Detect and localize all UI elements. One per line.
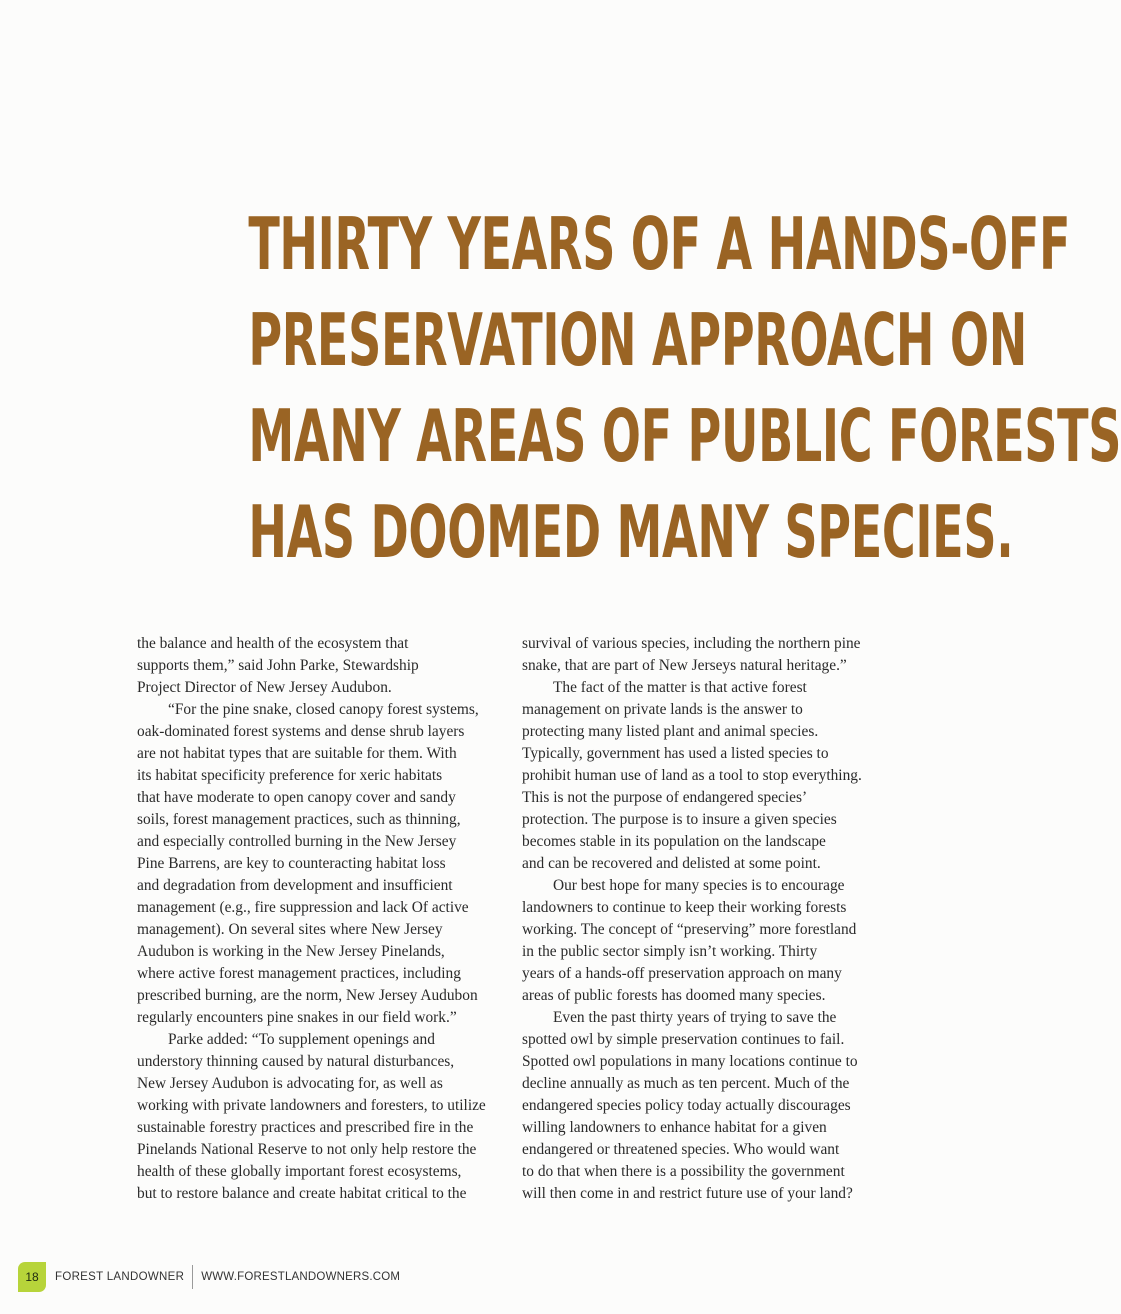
footer-divider: [192, 1265, 193, 1289]
pull-quote: [248, 196, 1121, 580]
text-line: endangered species policy today actually discourages: [522, 1097, 851, 1114]
text-line: Even the past thirty years of trying to save the: [553, 1009, 837, 1026]
text-line: oak-dominated forest systems and dense shrub layers: [137, 723, 465, 740]
text-line: management (e.g., fire suppression and lack Of active: [137, 899, 469, 916]
text-line: are not habitat types that are suitable for them. With: [137, 745, 457, 762]
text-line: will then come in and restrict future use of your land?: [522, 1185, 853, 1202]
pull-quote-line: THIRTY YEARS OF A HANDS-OFF: [248, 202, 1071, 286]
text-line: willing landowners to enhance habitat for a given: [522, 1119, 827, 1136]
pull-quote-line: PRESERVATION APPROACH ON: [248, 298, 1027, 382]
publication-name: FOREST LANDOWNER: [55, 1271, 185, 1283]
text-line: survival of various species, including the northern pine: [522, 635, 861, 652]
text-line: “For the pine snake, closed canopy forest systems,: [168, 701, 479, 718]
page-number-badge: [18, 1262, 46, 1292]
text-line: but to restore balance and create habitat critical to the: [137, 1185, 467, 1202]
text-line: understory thinning caused by natural disturbances,: [137, 1053, 455, 1070]
text-line: Our best hope for many species is to encourage: [553, 877, 845, 894]
text-line: and degradation from development and insufficient: [137, 877, 453, 894]
text-line: prescribed burning, are the norm, New Jersey Audubon: [137, 987, 478, 1004]
text-line: The fact of the matter is that active forest: [553, 679, 807, 696]
pull-quote-line: MANY AREAS OF PUBLIC FORESTS: [248, 394, 1121, 478]
text-line: that have moderate to open canopy cover and sandy: [137, 789, 456, 806]
text-line: protecting many listed plant and animal species.: [522, 723, 819, 740]
text-line: soils, forest management practices, such as thinning,: [137, 811, 461, 828]
text-line: Parke added: “To supplement openings and: [168, 1031, 435, 1048]
text-line: where active forest management practices, including: [137, 965, 461, 982]
text-line: becomes stable in its population on the landscape: [522, 833, 826, 850]
pull-quote-line: HAS DOOMED MANY SPECIES.: [248, 490, 1014, 574]
text-line: management on private lands is the answer to: [522, 701, 803, 718]
body-column-left: [137, 633, 507, 1205]
text-line: snake, that are part of New Jerseys natural heritage.”: [522, 657, 847, 674]
publication-url: WWW.FORESTLANDOWNERS.COM: [201, 1271, 401, 1283]
text-line: Pine Barrens, are key to counteracting habitat loss: [137, 855, 446, 872]
text-line: management). On several sites where New Jersey: [137, 921, 443, 938]
text-line: and can be recovered and delisted at some point.: [522, 855, 821, 872]
text-line: landowners to continue to keep their working forests: [522, 899, 847, 916]
text-line: its habitat specificity preference for xeric habitats: [137, 767, 443, 784]
text-line: to do that when there is a possibility the government: [522, 1163, 845, 1180]
text-line: Pinelands National Reserve to not only help restore the: [137, 1141, 477, 1158]
text-line: This is not the purpose of endangered species’: [522, 789, 808, 806]
text-line: regularly encounters pine snakes in our field work.”: [137, 1009, 457, 1026]
text-line: spotted owl by simple preservation continues to fail.: [522, 1031, 845, 1048]
text-line: working with private landowners and foresters, to utilize: [137, 1097, 486, 1114]
text-line: areas of public forests has doomed many species.: [522, 987, 826, 1004]
text-line: decline annually as much as ten percent. Much of the: [522, 1075, 850, 1092]
text-line: protection. The purpose is to insure a given species: [522, 811, 837, 828]
text-line: Typically, government has used a listed species to: [522, 745, 829, 762]
text-line: working. The concept of “preserving” more forestland: [522, 921, 857, 938]
body-column-right: [522, 633, 892, 1205]
text-line: Audubon is working in the New Jersey Pinelands,: [137, 943, 445, 960]
text-line: in the public sector simply isn’t working. Thirty: [522, 943, 818, 960]
page-number: 18: [25, 1270, 39, 1284]
text-line: sustainable forestry practices and prescribed fire in the: [137, 1119, 474, 1136]
text-line: Project Director of New Jersey Audubon.: [137, 679, 392, 696]
text-line: years of a hands-off preservation approach on many: [522, 965, 842, 982]
page-footer: [18, 1262, 400, 1292]
text-line: New Jersey Audubon is advocating for, as well as: [137, 1075, 443, 1092]
text-line: health of these globally important forest ecosystems,: [137, 1163, 462, 1180]
text-line: and especially controlled burning in the New Jersey: [137, 833, 457, 850]
text-line: the balance and health of the ecosystem that: [137, 635, 409, 652]
text-line: supports them,” said John Parke, Stewardship: [137, 657, 419, 674]
text-line: prohibit human use of land as a tool to stop everything.: [522, 767, 862, 784]
text-line: endangered or threatened species. Who would want: [522, 1141, 840, 1158]
text-line: Spotted owl populations in many locations continue to: [522, 1053, 858, 1070]
